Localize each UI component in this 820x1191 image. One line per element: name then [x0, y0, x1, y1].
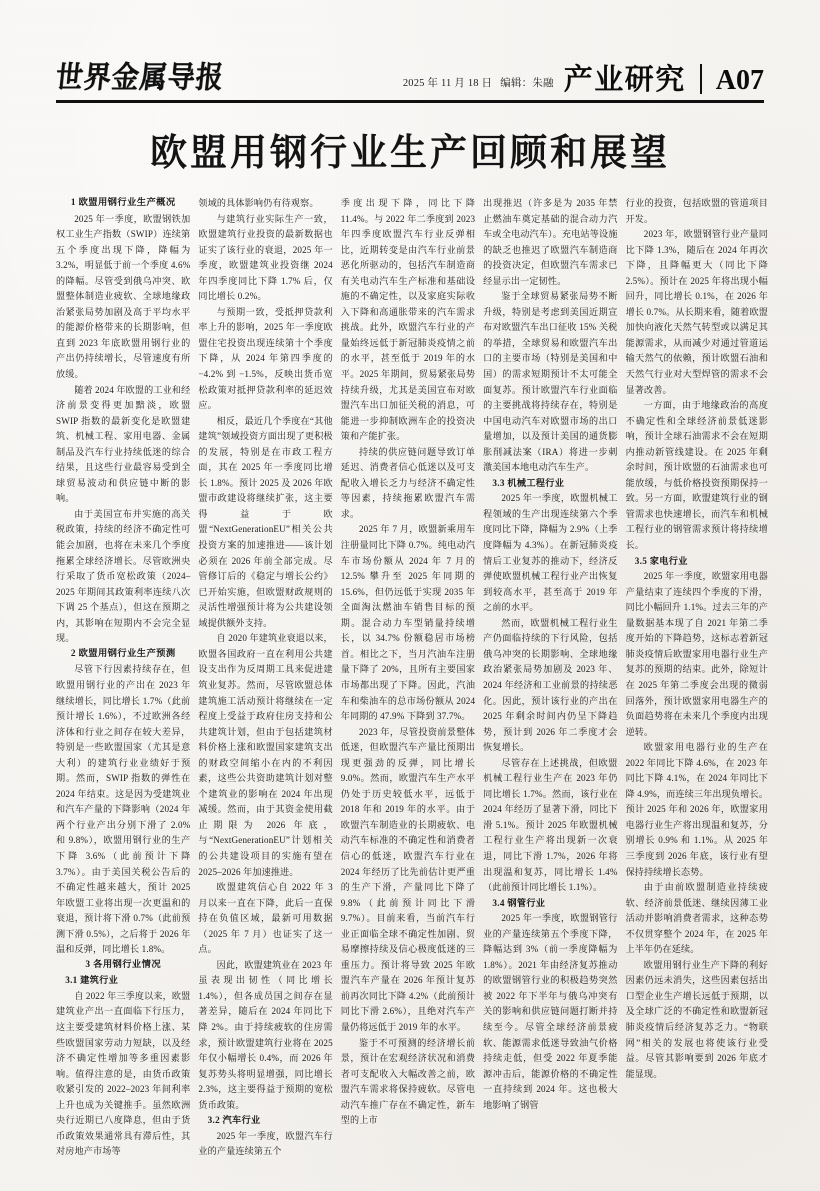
subsection-heading: 3.5 家电行业: [634, 555, 688, 566]
article-paragraph: 2025 年一季度，欧盟钢管行业的产量连续第五个季度下降，降幅达到 3%（前一季度降幅为 1.8%）。2021 年由经济复苏推动的欧盟钢管行业的积极趋势突然被 2022 年下半年与俄乌冲突有关的影响和供应链问题打断并持续至今。尽管全球经济前景疲软、能源需求低迷导致油气价格持续走低，但受 2022 年夏季能源冲击后，能源价格的不确定性一直持续到 2024 年。这也极大地影响了钢管: [483, 913, 618, 1110]
article-paragraph: 尽管存在上述挑战，但欧盟机械工程行业生产在 2023 年仍同比增长 1.7%。然而，该行业在 2024 年经历了显著下滑，同比下滑 5.1%。预计 2025 年欧盟机械工程行业生产将出现新一次衰退，同比下滑 1.7%，2026 年将出现温和复苏，同比增长 1.4%（此前预计同比增长 1.1%）。: [483, 757, 618, 893]
article-paragraph: 出现推迟（许多是为 2035 年禁止燃油车奠定基础的混合动力汽车或全电动汽车）。充电站等设施的缺乏也推迟了欧盟汽车制造商的投资决定，但欧盟汽车需求已经显示出一定韧性。: [483, 198, 618, 286]
article-paragraph: 领域的具体影响仍有待观察。: [198, 198, 319, 208]
subsection-heading: 3.1 建筑行业: [65, 975, 119, 986]
masthead: [56, 38, 764, 96]
masthead-right: [403, 64, 764, 96]
article-paragraph: 因此，欧盟建筑业在 2023 年虽表现出韧性（同比增长 1.4%），但各成员国之间存在显著差异，随后在 2024 年同比下降 2%。由于持续疲软的住房需求，预计欧盟建筑行业将在 2025 年仅小幅增长 0.4%，而 2026 年复苏势头将明显增强，同比增长 2.3%，这主要得益于预期的宽松货币政策。: [198, 959, 333, 1110]
article-paragraph: 然而，欧盟机械工程行业生产仍面临持续的下行风险，包括俄乌冲突的长期影响、全球地缘政治紧张局势加剧及 2023 年、2024 年经济和工业前景的持续恶化。因此，预计该行业的产出在 2025 年剩余时间内仍呈下降趋势，预计到 2026 年二季度才会恢复增长。: [483, 617, 618, 753]
article-paragraph: 与建筑行业实际生产一致，欧盟建筑行业投资的最新数据也证实了该行业的衰退，2025 年一季度，欧盟建筑业投资继 2024 年四季度同比下降 1.7% 后，仅同比增长 0.2%。: [198, 213, 333, 302]
page-number: A07: [715, 65, 764, 96]
article-paragraph: 季度出现下降，同比下降 11.4%。与 2022 年二季度到 2023 年四季度欧盟汽车行业反弹相比，近期转变是由汽车行业前景恶化所驱动的，包括汽车制造商有关电动汽车生产标准和基础设施的不确定性，以及家庭实际收入下降和高通胀带来的汽车需求挑战。此外，欧盟汽车行业的产量始终远低于新冠肺炎疫情之前的水平，甚至低于 2019 年的水平。2025 年期间，贸易紧张局势持续升级，尤其是美国宣布对欧盟汽车出口加征关税的消息，可能进一步抑制欧洲车企的投资决策和产能扩张。: [340, 198, 476, 442]
article-paragraph: 2025 年一季度，欧盟钢铁加权工业生产指数（SWIP）连续第五个季度出现下降，降幅为 3.2%，明显低于前一个季度 4.6% 的降幅。尽管受到俄乌冲突、欧盟整体制造业疲软、全球地缘政治紧张局势加剧及高于平均水平的能源价格带来的长期影响，但直到 2023 年底欧盟用钢行业的产出仍持续增长，尽管速度有所放缓。: [56, 213, 191, 380]
article-column-4: [483, 196, 625, 1161]
section-title: 产业研究: [563, 64, 686, 96]
article-column-2: [198, 196, 340, 1161]
section-heading: 2 欧盟用钢行业生产预测: [70, 648, 176, 659]
article-paragraph: 鉴于全球贸易紧张局势不断升级，特别是考虑到美国近期宣布对欧盟汽车出口征收 15% 关税的举措，全球贸易和欧盟汽车出口的主要市场（特别是美国和中国）的需求短期预计不太可能全面复苏。预计欧盟汽车行业面临的主要挑战将持续存在，特别是中国电动汽车对欧盟市场的出口量增加，以及预计美国的通货膨胀削减法案（IRA）将进一步刺激美国本地电动汽车生产。: [483, 291, 618, 473]
article-paragraph: 2025 年一季度，欧盟家用电器产量结束了连续四个季度的下滑，同比小幅回升 1.1%。过去三年的产量数据基本现了自 2021 年第二季度开始的下降趋势，这标志着新冠肺炎疫情后欧盟家用电器行业生产复苏的预期的结束。此外，除短计在 2025 年第二季度会出现的微弱回落外，预计欧盟家用电器生产的负面趋势将在未来几个季度内出现逆转。: [625, 571, 768, 737]
article-paragraph: 自 2020 年建筑业衰退以来，欧盟各国政府一直在利用公共建设支出作为反周期工具来促进建筑业复苏。然而，尽管欧盟总体建筑施工活动预计将继续在一定程度上受益于政府住房支持和公共建筑计划，但由于包括建筑材料价格上涨和欧盟国家建筑支出的财政空间缩小在内的不利因素，这些公共资助建筑计划对整个建筑业的影响在 2024 年出现减缓。然而，由于其资金使用截止期限为 2026 年底，与“NextGenerationEU”计划相关的公共建设项目的实施有望在 2025–2026 年加速推进。: [198, 633, 333, 877]
article-paragraph: 由于美国宣布并实施的高关税政策，持续的经济不确定性可能会加剧，也将在未来几个季度拖累全球经济增长。尽管欧洲央行采取了货币宽松政策（2024–2025 年期间其政策利率连续八次下调 25 个基点），但这在预期之内，其影响在短期内不会完全显现。: [56, 508, 191, 644]
article-paragraph: 尽管下行因素持续存在，但欧盟用钢行业的产出在 2023 年继续增长，同比增长 1.7%（此前预计增长 1.6%），不过欧洲各经济体和行业之间存在较大差异，特别是一些欧盟国家（尤其是意大利）的建筑行业业绩好于预期。然而，SWIP 指数的弹性在 2024 年结束。这是因为受建筑业和汽车产量的下降影响（2024 年两个行业产出分别下滑了 2.0% 和 9.8%），欧盟用钢行业的生产下降 3.6%（此前预计下降 3.7%）。由于美国关税公告后的不确定性越来越大，预计 2025 年欧盟工业将出现一次更温和的衰退，预计将下滑 0.7%（此前预测下滑 0.5%），之后将于 2026 年温和反弹，同比增长 1.8%。: [56, 664, 191, 955]
article-paragraph: 欧盟建筑信心自 2022 年 3 月以来一直在下降，此后一直保持在负值区域，最新可用数据（2025 年 7 月）也证实了这一点。: [198, 882, 333, 955]
article-paragraph: 2023 年，欧盟钢管行业产量同比下降 1.3%，随后在 2024 年再次下降，且降幅更大（同比下降 2.5%）。预计在 2025 年将出现小幅回升，同比增长 0.1%，在 2026 年增长 0.7%。从长期来看，随着欧盟加快向液化天然气转型或以满足其能源需求，从而减少对通过管道运输天然气的依赖，预计欧盟石油和天然气行业对大型焊管的需求不会显著改善。: [625, 229, 768, 395]
article-paragraph: 行业的投资，包括欧盟的管道项目开发。: [625, 198, 768, 224]
publication-date: 2025 年 11 月 18 日: [402, 78, 493, 89]
subsection-heading: 3.4 钢管行业: [492, 897, 546, 908]
article-paragraph: 与预期一致，受抵押贷款利率上升的影响，2025 年一季度欧盟住宅投资出现连续第十个季度下降，从 2024 年第四季度的 −4.2% 到 −1.5%，反映出货币宽松政策对抵押贷款利率的延迟效应。: [198, 306, 333, 411]
subsection-heading: 3.3 机械工程行业: [492, 477, 565, 488]
article-paragraph: 2023 年，尽管投资前景整体低迷，但欧盟汽车产量比预期出现更强劲的反弹，同比增长 9.0%。然而，欧盟汽车生产水平仍处于历史较低水平，远低于 2018 年和 2019 年的水平。由于欧盟汽车制造业的长期疲软、电动汽车标准的不确定性和消费者信心的低迷，欧盟汽车行业在 2024 年经历了比先前估计更严重的生产下滑，产量同比下降了 9.8%（此前预计同比下滑 9.7%）。目前来看，当前汽车行业正面临全球不确定性加剧、贸易摩擦持续及信心极度低迷的三重压力。预计将导致 2025 年欧盟汽车产量在 2026 年预计复苏前再次同比下降 4.2%（此前预计同比下滑 2.6%），且绝对汽车产量仍将远低于 2019 年的水平。: [340, 726, 476, 1032]
masthead-logo: 世界金属导报: [54, 60, 226, 94]
article-columns: [56, 196, 768, 1161]
editor-name: 编辑：朱融: [500, 78, 554, 89]
article-column-3: [341, 196, 483, 1161]
article-paragraph: 鉴于不可预测的经济增长前景，预计在宏观经济状况和消费者可支配收入大幅改善之前，欧盟汽车需求将保持疲软。尽管电动汽车推广存在不确定性，新车型的上市: [340, 1037, 476, 1126]
section-heading: 3 各用钢行业情况: [85, 959, 162, 970]
article-paragraph: 由于由前欧盟制造业持续疲软、经济前景低迷、继续因薄工业活动并影响消费者需求，这种态势不仅贯穿整个 2024 年，在 2025 年上半年仍在延续。: [625, 882, 768, 955]
article-paragraph: 2025 年 7 月，欧盟新乘用车注册量同比下降 0.7%。纯电动汽车市场份额从 2024 年 7 月的 12.5% 攀升至 2025 年同期的 15.6%，但仍远低于实现 2035 年全面淘汰燃油车销售目标的预期。混合动力车型销量持续增长，以 34.7% 份额稳居市场榜首。相比之下，当月汽油车注册量下降了 20%，且所有主要国家市场都出现了下降。因此，汽油车和柴油车的总市场份额从 2024 年同期的 47.9% 下降到 37.7%。: [340, 524, 476, 722]
article-column-5: [626, 196, 768, 1161]
page-title: 欧盟用钢行业生产回顾和展望: [150, 133, 670, 174]
subsection-heading: 3.2 汽车行业: [207, 1115, 261, 1126]
article-paragraph: 欧盟用钢行业生产下降的利好因素仍远未消失，这些因素包括出口型企业生产增长远低于预期，以及全球广泛的不确定性和欧盟新冠肺炎疫情后经济复苏乏力。“物联网”相关的发展也将使该行业受益。尽管其影响要到 2026 年底才能显现。: [625, 959, 768, 1079]
article-paragraph: 欧盟家用电器行业的生产在 2022 年同比下降 4.6%，在 2023 年同比下降 4.1%，在 2024 年同比下降 4.9%，而连续三年出现负增长。预计 2025 年和 2026 年，欧盟家用电器行业生产将出现温和复苏，分别增长 0.9% 和 1.1%。从 2025 年三季度到 2026 年底，该行业有望保持持续增长态势。: [625, 742, 768, 877]
header-rule: [56, 100, 764, 103]
section-heading: 1 欧盟用钢行业生产概况: [70, 198, 176, 208]
article-paragraph: 自 2022 年三季度以来，欧盟建筑业产出一直面临下行压力，这主要受建筑材料价格上涨、某些欧盟国家劳动力短缺，以及经济不确定性增加等多重因素影响。值得注意的是，由货币政策收紧引发的 2022–2023 年间利率上升也成为关键推手。虽然欧洲央行近期已八度降息，但由于货币政策效果通常具有滞后性，其对房地产市场等: [56, 990, 191, 1157]
article-paragraph: 2025 年一季度，欧盟汽车行业的产量连续第五个: [198, 1130, 333, 1157]
article-column-1: [56, 196, 198, 1161]
masthead-divider: [700, 64, 702, 94]
article-paragraph: 2025 年一季度，欧盟机械工程领域的生产出现连续第六个季度同比下降，降幅为 2.9%（上季度降幅为 4.3%）。在新冠肺炎疫情后工业复苏的推动下，经济反弹使欧盟机械工程行业产出恢复到较高水平，甚至高于 2019 年之前的水平。: [483, 493, 618, 613]
masthead-meta: [403, 75, 554, 95]
article-paragraph: 持续的供应链问题导致订单延迟、消费者信心低迷以及可支配收入增长乏力与经济不确定性等因素，持续拖累欧盟汽车需求。: [340, 446, 476, 519]
article-paragraph: 一方面，由于地缘政治的高度不确定性和全球经济前景低迷影响，预计全球石油需求不会在短期内推动新管线建设。在 2025 年剩余时间，预计欧盟的石油需求也可能放缓，与低价格投资预期保持一致。另一方面，欧盟建筑行业的钢管需求也快速增长，而汽车和机械工程行业的钢管需求预计将持续增长。: [625, 400, 768, 551]
article-paragraph: 随着 2024 年欧盟的工业和经济前景变得更加黯淡，欧盟 SWIP 指数的最新变化是欧盟建筑、机械工程、家用电器、金属制品及汽车行业持续低迷的综合结果，且这些行业最容易受到全球贸易波动和供应链中断的影响。: [56, 384, 191, 504]
article-paragraph: 相反，最近几个季度在“其他建筑”领域投资方面出现了更积极的发展，特别是在市政工程方面，其在 2025 年一季度同比增长 1.8%。预计 2025 及 2026 年欧盟市政建设将继续扩张，这主要得益于欧盟“NextGenerationEU”相关公共投资方案的加速推进——该计划必须在 2026 年前全部完成。尽管修订后的《稳定与增长公约》已开始实施，但欧盟财政规则的灵活性增强预计将为公共建设领域提供额外支持。: [198, 415, 333, 628]
